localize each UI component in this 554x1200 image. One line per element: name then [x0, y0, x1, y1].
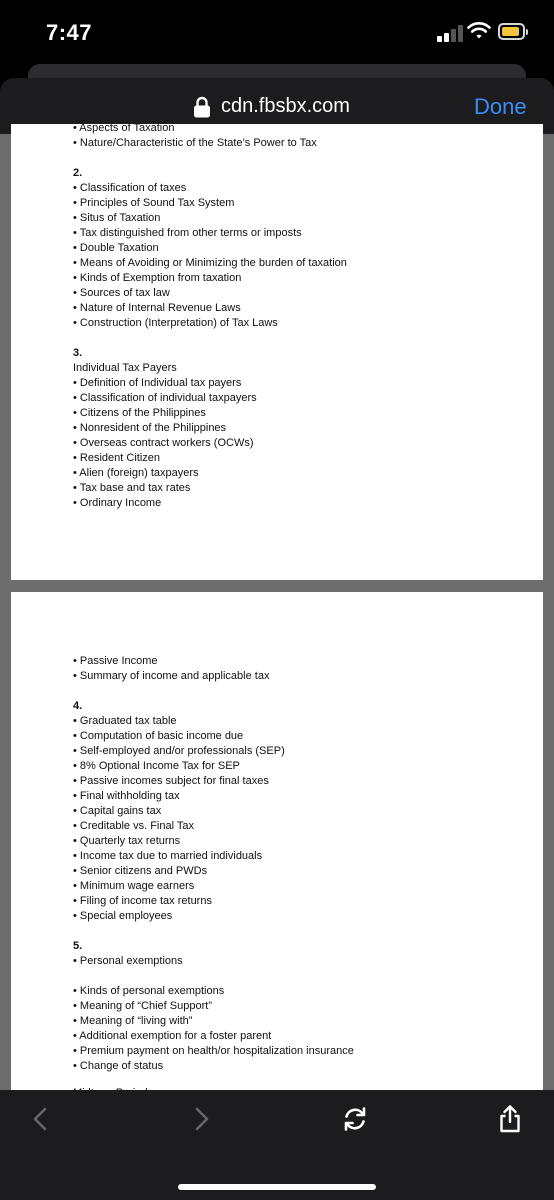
- document-line: • Creditable vs. Final Tax: [73, 820, 195, 832]
- document-line: • Aspects of Taxation: [73, 122, 175, 134]
- page-2-text: [73, 654, 354, 1074]
- document-page-2: [11, 592, 543, 1112]
- battery-icon: [498, 23, 525, 40]
- document-line: • Classification of individual taxpayers: [73, 392, 257, 404]
- page-1-text: [73, 121, 347, 511]
- pdf-viewer[interactable]: [0, 122, 554, 1090]
- document-line: • Ordinary Income: [73, 497, 162, 509]
- document-line: • Sources of tax law: [73, 287, 170, 299]
- document-line: • Citizens of the Philippines: [73, 407, 206, 419]
- document-line: • Tax distinguished from other terms or imposts: [73, 227, 302, 239]
- document-line: • Premium payment on health/or hospitalization insurance: [73, 1045, 354, 1057]
- document-page-1: [11, 124, 543, 580]
- url-label: cdn.fbsbx.com: [221, 95, 350, 117]
- document-line: • Nature of Internal Revenue Laws: [73, 302, 241, 314]
- blank-line: [73, 924, 354, 939]
- document-line: • Definition of Individual tax payers: [73, 377, 242, 389]
- blank-line: [73, 151, 347, 166]
- section-number: 2.: [73, 167, 83, 179]
- refresh-icon[interactable]: [340, 1104, 370, 1134]
- document-line: • Senior citizens and PWDs: [73, 865, 208, 877]
- document-line: • Tax base and tax rates: [73, 482, 191, 494]
- document-line: • Situs of Taxation: [73, 212, 161, 224]
- document-line: • Kinds of Exemption from taxation: [73, 272, 242, 284]
- document-line: • Final withholding tax: [73, 790, 180, 802]
- document-line: • Double Taxation: [73, 242, 159, 254]
- document-line: • Nature/Characteristic of the State’s Power to Tax: [73, 137, 317, 149]
- document-line: • Passive Income: [73, 655, 158, 667]
- document-line: • Principles of Sound Tax System: [73, 197, 235, 209]
- document-line: • Meaning of “living with”: [73, 1015, 193, 1027]
- document-line: • Capital gains tax: [73, 805, 162, 817]
- document-line: • Overseas contract workers (OCWs): [73, 437, 254, 449]
- blank-line: [73, 684, 354, 699]
- document-line: • Construction (Interpretation) of Tax Laws: [73, 317, 278, 329]
- document-line: • Meaning of “Chief Support”: [73, 1000, 212, 1012]
- document-line: • Computation of basic income due: [73, 730, 244, 742]
- section-number: 3.: [73, 347, 83, 359]
- document-line: • Kinds of personal exemptions: [73, 985, 225, 997]
- document-line: • Income tax due to married individuals: [73, 850, 263, 862]
- chevron-left-icon[interactable]: [26, 1104, 56, 1134]
- document-line: • Alien (foreign) taxpayers: [73, 467, 199, 479]
- document-line: • 8% Optional Income Tax for SEP: [73, 760, 240, 772]
- status-bar: [0, 0, 554, 64]
- blank-line: [73, 331, 347, 346]
- cellular-signal-icon: [437, 24, 465, 42]
- document-line: • Nonresident of the Philippines: [73, 422, 227, 434]
- document-line: • Classification of taxes: [73, 182, 187, 194]
- document-line: • Resident Citizen: [73, 452, 161, 464]
- blank-line: [73, 969, 354, 984]
- document-line: Individual Tax Payers: [73, 362, 177, 374]
- document-line: • Additional exemption for a foster parent: [73, 1030, 272, 1042]
- document-line: • Self-employed and/or professionals (SEP): [73, 745, 285, 757]
- document-line: • Special employees: [73, 910, 173, 922]
- share-icon[interactable]: [495, 1104, 525, 1134]
- document-line: • Personal exemptions: [73, 955, 183, 967]
- document-line: • Minimum wage earners: [73, 880, 195, 892]
- status-time: 7:47: [46, 20, 93, 45]
- document-line: • Quarterly tax returns: [73, 835, 181, 847]
- document-line: • Summary of income and applicable tax: [73, 670, 270, 682]
- document-line: • Filing of income tax returns: [73, 895, 212, 907]
- wifi-icon: [467, 21, 491, 41]
- section-number: 4.: [73, 700, 83, 712]
- lock-icon: [193, 96, 211, 118]
- section-number: 5.: [73, 940, 83, 952]
- done-button[interactable]: Done: [474, 94, 527, 119]
- home-indicator: [178, 1184, 376, 1190]
- document-line: • Change of status: [73, 1060, 164, 1072]
- document-line: • Means of Avoiding or Minimizing the burden of taxation: [73, 257, 347, 269]
- chevron-right-icon[interactable]: [186, 1104, 216, 1134]
- document-line: • Passive incomes subject for final taxes: [73, 775, 269, 787]
- document-line: • Graduated tax table: [73, 715, 177, 727]
